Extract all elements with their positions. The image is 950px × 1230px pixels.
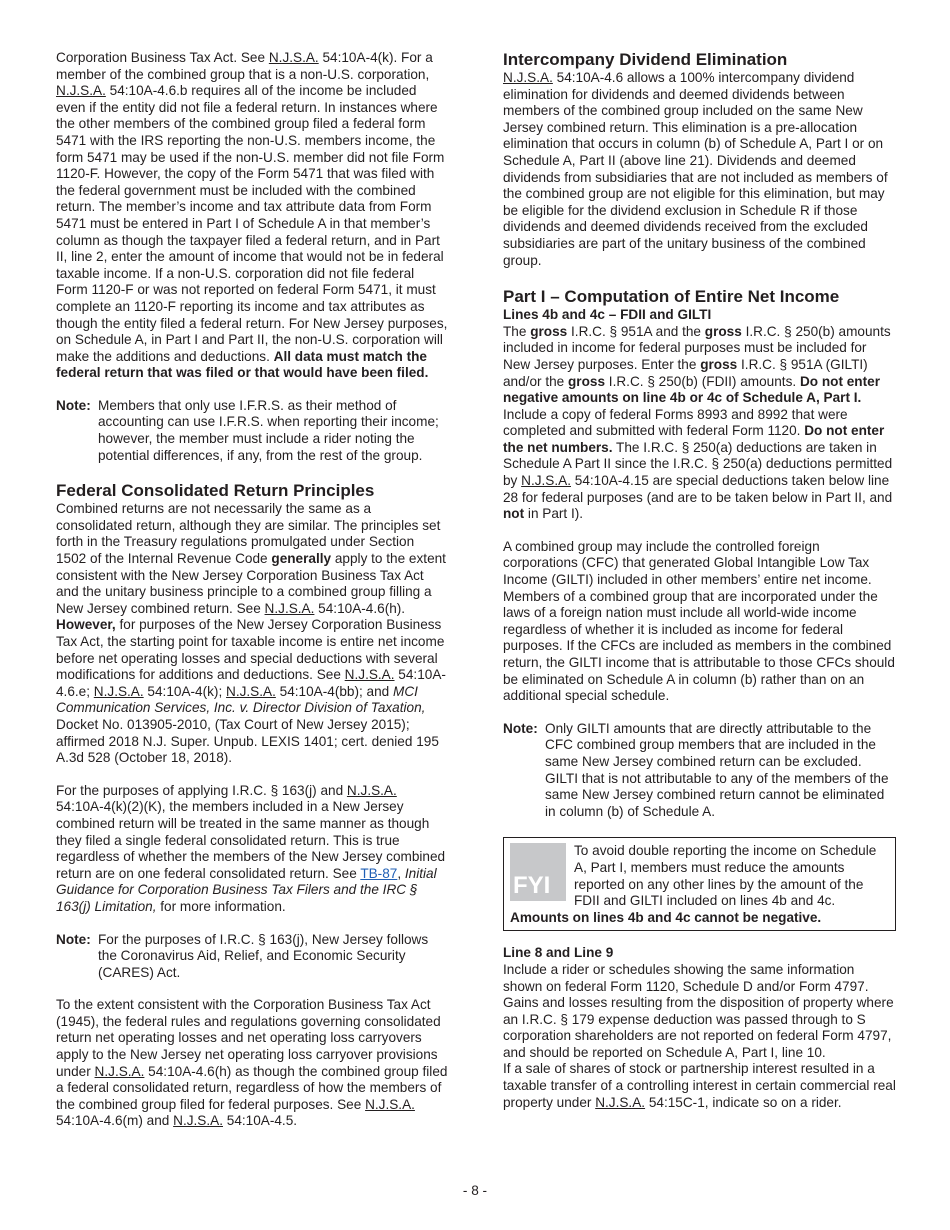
- fyi-badge-icon: FYI: [510, 843, 566, 901]
- publication-title: Initial Guidance for Corporation Business Tax Filers and the IRC § 163(j) Limitation,: [56, 865, 437, 914]
- njsa-reference: N.J.S.A.: [56, 83, 106, 99]
- note-gilti: [503, 721, 896, 821]
- heading-intercompany-dividend: Intercompany Dividend Elimination: [503, 50, 788, 69]
- note-label: Note:: [56, 931, 91, 947]
- paragraph-163j: For the purposes of applying I.R.C. § 163(j) and N.J.S.A. 54:10A-4(k)(2)(K), the members included in a New Jersey combined return will be treated in the same manner as though they filed a single federal consolidated return. This is true regardless of whether the members of the New Jersey combined return are on one federal consolidated return. See TB-87, Initial Guidance for Corporation Business Tax Filers and the IRC § 163(j) Limitation, for more information.: [56, 782, 446, 914]
- subheading-line-8-9: Line 8 and Line 9: [503, 945, 614, 961]
- njsa-reference: N.J.S.A.: [94, 1063, 145, 1079]
- fyi-text: To avoid double reporting the income on Schedule A, Part I, members must reduce the amounts reported on any other lines by the amount of the FDII and GILTI included on lines 4b and 4c.: [574, 843, 877, 909]
- njsa-reference: N.J.S.A.: [521, 473, 571, 489]
- heading-federal-consolidated: Federal Consolidated Return Principles: [56, 481, 375, 501]
- emphasis-text: All data must match the federal return that was filed or that would have been filed.: [56, 348, 429, 381]
- paragraph-line-8-9: Include a rider or schedules showing the same information shown on federal Form 1120, Schedule D and/or Form 4797. Gains and losses resulting from the disposition of property where an I.R.C. § 179 expense deduction was passed through to S corporation shareholders are not reported on federal Form 4797, and should be reported on Schedule A, Part I, line 10.: [503, 961, 894, 1060]
- paragraph-controlling-interest: If a sale of shares of stock or partnership interest resulted in a taxable transfer of a controlling interest in certain commercial real property under N.J.S.A. 54:15C-1, indicate so on a rider.: [503, 1061, 896, 1110]
- note-ifrs: [56, 398, 448, 464]
- paragraph-fdii-gilti: The gross I.R.C. § 951A and the gross I.R.C. § 250(b) amounts included in income for federal purposes must be included for New Jersey purposes. Enter the gross I.R.C. § 951A (GILTI) and/or the gross I.R.C. § 250(b) (FDII) amounts. Do not enter negative amounts on line 4b or 4c of Schedule A, Part I. Include a copy of federal Forms 8993 and 8992 that were completed and submitted with federal Form 1120. Do not enter the net numbers. The I.R.C. § 250(a) deductions are taken in Schedule A Part II since the I.R.C. § 250(a) deductions permitted by N.J.S.A. 54:10A-4.15 are special deductions taken below line 28 for federal purposes (and are to be taken below in Part II, and not in Part I).: [503, 323, 893, 522]
- fyi-content: [510, 843, 889, 909]
- paragraph-intercompany-dividend: N.J.S.A. 54:10A-4.6 allows a 100% intercompany dividend elimination for dividends and deemed dividends between members of the combined group included on the same New Jersey combined return. This elimination is a pre-allocation elimination that occurs in column (b) of Schedule A, Part I or on Schedule A, Part II (above line 21). Dividends and deemed dividends from subsidiaries that are not included as members of the combined group are not eligible for this elimination, but may be eligible for the dividend exclusion in Schedule R if those dividends and deemed dividends received from the excluded subsidiaries are part of the unitary business of the combined group.: [503, 70, 888, 268]
- note-text: Members that only use I.F.R.S. as their method of accounting can use I.F.R.S. when reporting their income; however, the member must include a rider noting the potential differences, if any, from the rest of the group.: [98, 397, 439, 463]
- note-label: Note:: [503, 720, 538, 736]
- note-label: Note:: [56, 397, 91, 413]
- njsa-reference: N.J.S.A.: [346, 782, 397, 798]
- njsa-reference: N.J.S.A.: [173, 1113, 223, 1129]
- njsa-reference: N.J.S.A.: [344, 667, 395, 683]
- fyi-box: [503, 837, 896, 931]
- njsa-reference: N.J.S.A.: [503, 70, 553, 85]
- njsa-reference: N.J.S.A.: [595, 1094, 646, 1110]
- fyi-bold-text: Amounts on lines 4b and 4c cannot be negative.: [510, 909, 822, 925]
- note-text: For the purposes of I.R.C. § 163(j), New Jersey follows the Coronavirus Aid, Relief, and Economic Security (CARES) Act.: [98, 931, 429, 980]
- njsa-reference: N.J.S.A.: [226, 683, 276, 699]
- page-number: - 8 -: [462, 1183, 488, 1198]
- subheading-lines-4b-4c: Lines 4b and 4c – FDII and GILTI: [503, 307, 712, 323]
- njsa-reference: N.J.S.A.: [268, 50, 319, 65]
- paragraph-consolidated-principles: Combined returns are not necessarily the same as a consolidated return, although they are similar. The principles set forth in the Treasury regulations promulgated under Section 1502 of the Internal Revenue Code generally apply to the extent consistent with the New Jersey Corporation Business Tax Act and the unitary business principle to a combined group filling a New Jersey combined return. See N.J.S.A. 54:10A-4.6(h). However, for purposes of the New Jersey Corporation Business Tax Act, the starting point for taxable income is entire net income before net operating losses and special deductions with several modifications for additions and deductions. See N.J.S.A. 54:10A-4.6.e; N.J.S.A. 54:10A-4(k); N.J.S.A. 54:10A-4(bb); and MCI Communication Services, Inc. v. Director Division of Taxation, Docket No. 013905-2010, (Tax Court of New Jersey 2015); affirmed 2018 N.J. Super. Unpub. LEXIS 1401; cert. denied 195 A.3d 528 (October 18, 2018).: [56, 501, 446, 766]
- case-citation: MCI Communication Services, Inc. v. Director Division of Taxation,: [56, 683, 426, 716]
- njsa-reference: N.J.S.A.: [93, 683, 144, 699]
- njsa-reference: N.J.S.A.: [264, 600, 315, 616]
- note-cares-act: [56, 932, 448, 982]
- tb-87-link[interactable]: TB-87: [360, 865, 398, 881]
- paragraph-non-us-corporation: Corporation Business Tax Act. See N.J.S.A. 54:10A-4(k). For a member of the combined group that is a non-U.S. corporation, N.J.S.A. 54:10A-4.6.b requires all of the income be included even if the entity did not file a federal return. In instances where the other members of the combined group filed a federal form 5471 with the IRS reporting the non-U.S. members income, the form 5471 may be used if the non-U.S. member did not file Form 1120-F. However, the copy of the Form 5471 that was filed with the federal government must be included with the combined return. The member’s income and tax attribute data from Form 5471 must be entered in Part I of Schedule A in that member’s column as though the taxpayer filed a federal return, and in Part II, line 2, enter the amount of income that would not be in federal taxable income. If a non-U.S. corporation did not file federal Form 1120-F or was not reported on federal Form 5471, it must complete an 1120-F reporting its income and tax attributes as though the entity filed a federal return. For New Jersey purposes, on Schedule A, in Part I and Part II, the non-U.S. corporation will make the additions and deductions. All data must match the federal return that was filed or that would have been filed.: [56, 50, 448, 381]
- paragraph-nol: To the extent consistent with the Corporation Business Tax Act (1945), the federal rules and regulations governing consolidated return net operating losses and net operating loss carryovers apply to the New Jersey net operating loss carryover provisions under N.J.S.A. 54:10A-4.6(h) as though the combined group filed a federal consolidated return, regardless of how the members of the combined group filed for federal purposes. See N.J.S.A. 54:10A-4.6(m) and N.J.S.A. 54:10A-4.5.: [56, 997, 448, 1129]
- njsa-reference: N.J.S.A.: [365, 1096, 415, 1112]
- left-column: [56, 50, 448, 1130]
- paragraph-cfc: A combined group may include the controlled foreign corporations (CFC) that generated Global Intangible Low Tax Income (GILTI) included in other members’ entire net income. Members of a combined group that are incorporated under the laws of a foreign nation must include all world-wide income regardless of whether it is included as income for federal purposes. If the CFCs are included as members in the combined return, the GILTI income that is attributable to those CFCs should be eliminated on Schedule A in column (b) rather than on an additional special schedule.: [503, 538, 895, 704]
- heading-part-one: Part I – Computation of Entire Net Income: [503, 287, 840, 307]
- note-text: Only GILTI amounts that are directly attributable to the CFC combined group members that are included in the same New Jersey combined return can be excluded. GILTI that is not attributable to any of the members of the same New Jersey combined return cannot be eliminated in column (b) of Schedule A.: [545, 720, 889, 819]
- right-column: [503, 50, 896, 1111]
